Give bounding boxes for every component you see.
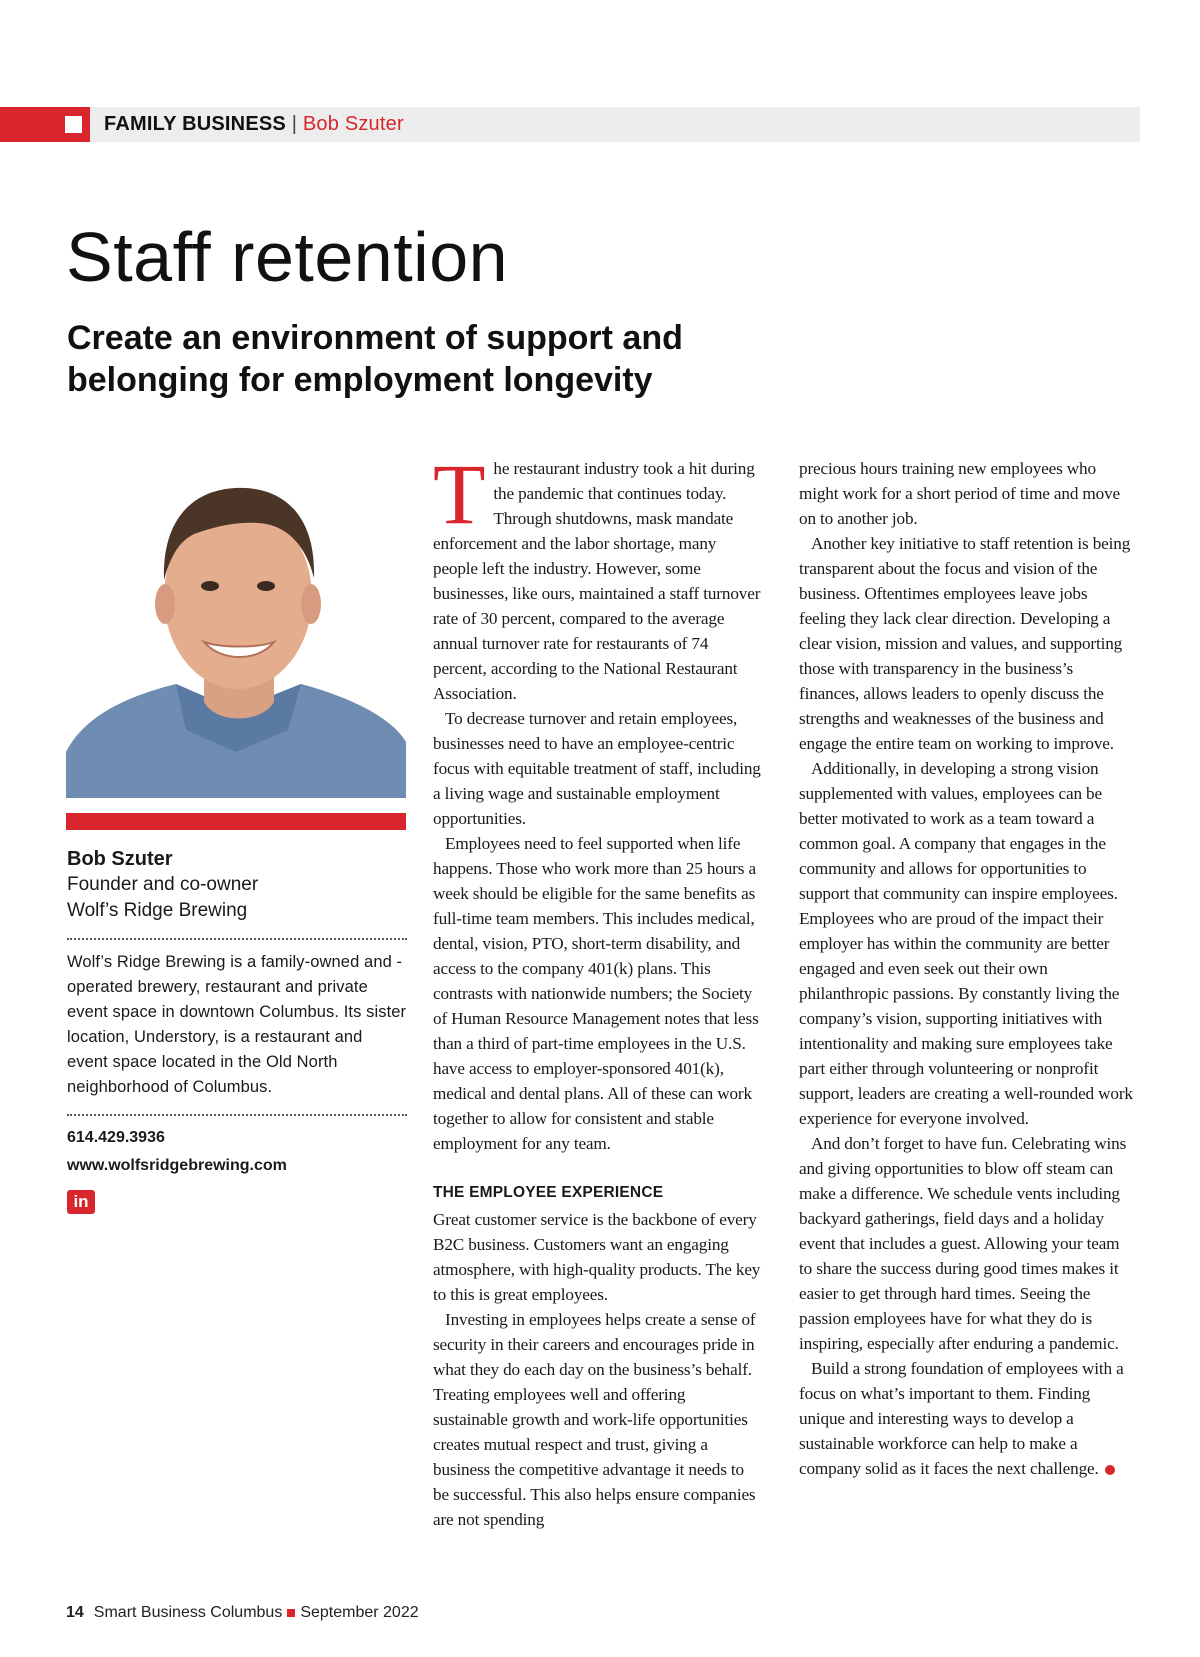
article-subtitle: Create an environment of support and belonging for employment longevity [67,319,683,399]
body-paragraph: And don’t forget to have fun. Celebrating wins and giving opportunities to blow off steam can make a difference. We schedule vents including backyard gatherings, field days and a holiday event that includes a guest. Allowing your team to share the success during good times makes it easier to get through hard times. Seeing the passion employees have for what they do is inspiring, especially after enduring a pandemic. [799,1134,1127,1353]
paragraph-text: Build a strong foundation of employees with a focus on what’s important to them. Finding unique and interesting ways to develop a sustainable workforce can help to make a company solid as it faces the next challenge. [799,1359,1124,1478]
end-mark-icon [1105,1465,1115,1475]
section-header [0,107,1140,142]
article-title: Staff retention [66,218,509,296]
author-portrait-illustration [66,462,406,798]
header-separator: | [291,113,298,135]
square-icon [65,116,82,133]
photo-divider-rule [66,813,406,830]
body-column-1 [433,446,763,1532]
body-paragraph: precious hours training new employees who might work for a short period of time and move on to another job. [799,459,1121,528]
square-separator-icon [287,1609,295,1617]
author-company: Wolf’s Ridge Brewing [67,900,248,921]
dotted-divider [67,1114,407,1116]
company-website[interactable]: www.wolfsridgebrewing.com [67,1157,287,1174]
section-header-accent [0,107,90,142]
dotted-divider [67,938,407,940]
body-paragraph: To decrease turnover and retain employees, businesses need to have an employee-centric focus with equitable treatment of staff, including a living wage and sustainable employment opportunities. [433,709,761,828]
author-name: Bob Szuter [67,848,173,870]
publication-name: Smart Business Columbus [93,1604,283,1621]
author-photo [66,462,406,798]
section-header-text [104,113,404,136]
body-paragraph: Another key initiative to staff retention is being transparent about the focus and vision of the business. Oftentimes employees leave jobs feeling they lack clear direction. Developing a clear vision, mission and values, and supporting those with transparency in the business’s finances, allows leaders to openly discuss the strengths and weaknesses of the business and engage the entire team on working to improve. [799,534,1131,753]
body-paragraph: Employees need to feel supported when life happens. Those who work more than 25 hours a week should be eligible for the same benefits as full-time team members. This includes medical, dental, vision, PTO, short-term disability, and access to the company 401(k) plans. This contrasts with nationwide numbers; the Society of Human Resource Management notes that less than a third of part-time employees in the U.S. have access to employer-sponsored 401(k), medical and dental plans. All of these can work together to allow for consistent and stable employment for any team. [433,834,759,1153]
header-author: Bob Szuter [302,113,404,135]
body-paragraph: Investing in employees helps create a sense of security in their careers and encourages pride in what they do each day on the business’s behalf. Treating employees well and offering sustainable growth and work-life opportunities creates mutual respect and trust, giving a business the competitive advantage it needs to be successful. This also helps ensure companies are not spending [433,1310,756,1529]
body-paragraph [433,446,763,706]
paragraph-text: he restaurant industry took a hit during the pandemic that continues today. Through shutdowns, mask mandate enforcement and the labor shortage, many people left the industry. However, some businesses, like ours, maintained a staff turnover rate of 30 percent, compared to the average annual turnover rate for restaurants of 74 percent, according to the National Restaurant Association. [433,459,761,703]
page-number: 14 [66,1604,84,1621]
section-label: FAMILY BUSINESS [104,113,286,135]
company-description: Wolf’s Ridge Brewing is a family-owned and -operated brewery, restaurant and private event space in downtown Columbus. Its sister location, Understory, is a restaurant and event space located in the Old North neighborhood of Columbus. [67,953,407,1096]
page-footer [66,1604,419,1622]
body-paragraph [799,1356,1135,1481]
section-heading: THE EMPLOYEE EXPERIENCE [433,1184,664,1201]
body-paragraph: Additionally, in developing a strong vision supplemented with values, employees can be better motivated to work as a team toward a common goal. A company that engages in the community and allows for opportunities to support that community can inspire employees. Employees who are proud of the impact their employer has within the community are better engaged and even seek out their own philanthropic passions. By constantly living the company’s vision, supporting initiatives with intentionality and making sure employees take part either through volunteering or nonprofit support, leaders are creating a well-rounded work experience for everyone involved. [799,759,1133,1128]
linkedin-icon[interactable]: in [67,1190,95,1214]
author-sidebar [67,846,407,1214]
company-phone: 614.429.3936 [67,1129,165,1146]
body-column-2 [799,456,1135,1481]
drop-cap: T [433,446,486,542]
issue-date: September 2022 [300,1604,419,1621]
author-role: Founder and co-owner [67,874,259,895]
body-paragraph: Great customer service is the backbone of every B2C business. Customers want an engaging atmosphere, with high-quality products. The key to this is great employees. [433,1210,761,1304]
